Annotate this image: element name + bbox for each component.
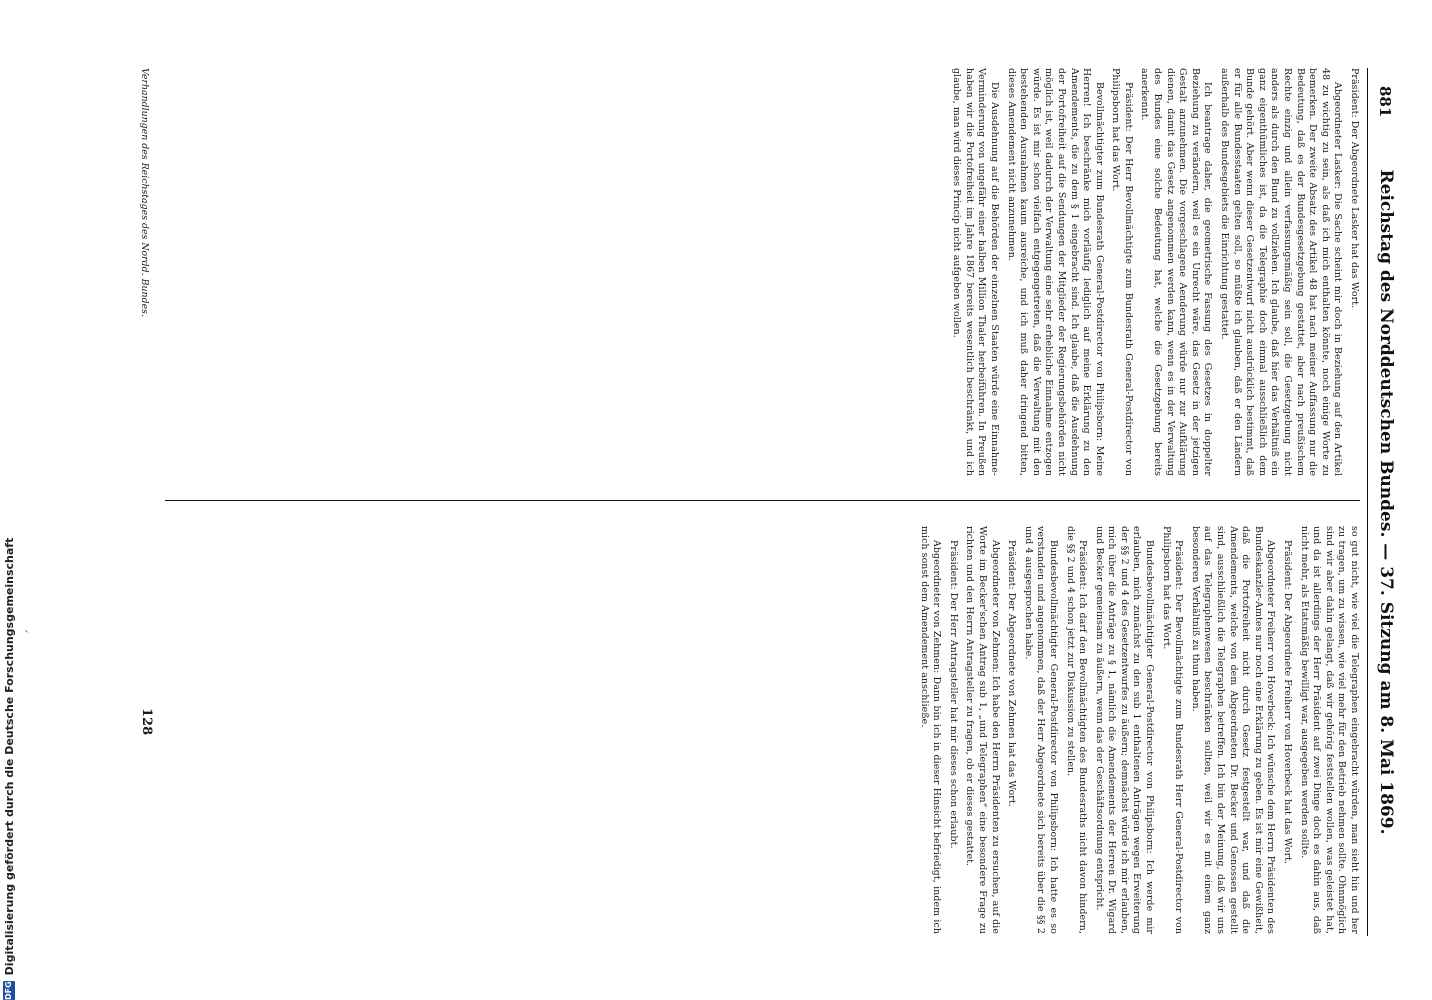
paragraph: Abgeordneter Lasker: Die Sache scheint mir doch in Beziehung auf den Artikel 48 zu wichtig zu sein, als daß ich mich enthalten könnte, noch einige Worte zu bemerken. Der zweite Absatz des Artikel 48 hat nach meiner Auffassung nur die Bedeutung, daß es der Bundesgesetzgebung gestattet, aber nach preußischem Rechte einzig und allein verfassungsmäßig sein soll, die Gesetzgebung nicht anders als durch den Bund zu vollziehen. Ich glaube, daß hier das Verhältniß ein ganz eigenthümliches ist, da die Telegraphie doch einmal ausschließlich dem Bunde gehört. Aber wenn dieser Gesetzentwurf nicht ausdrücklich bestimmt, daß er für alle Bundesstaaten gelten soll, so müßte ich glauben, daß er den Ländern außerhalb des Bundesgebiets die Einrichtung gestattet. (1219, 68, 1344, 476)
paragraph: Präsident: Der Abgeordnete von Zehmen hat das Wort. (1006, 540, 1018, 807)
column-divider (165, 500, 1360, 501)
paragraph: Bundesbevollmächtigter General-Postdirector von Philipsborn: Ich werde mir erlauben, mich zunächst zu den sub 1 enthaltenen Anträgen wegen Erweiterung der §§ 2 und 4 des Gesetzentwurfes zu äußern; demnächst würde ich mir erlauben, mich über die Anträge zu § 1, nämlich die Amendements der Herren Dr. Wigard und Becker gemeinsam zu äußern, wenn das der Geschäftsordnung entspricht. (1093, 526, 1156, 934)
running-title: Reichstag des Norddeutschen Bundes. — 37. Sitzung am 8. Mai 1869. (1376, 169, 1396, 835)
page-number-top: 881 (1376, 86, 1394, 118)
paragraph: Bundesbevollmächtigter General-Postdirector von Philipsborn: Ich hatte es so verstanden und angenommen, daß der Herr Abgeordnete sich bereits über die §§ 2 und 4 ausgesprochen habe. (1022, 526, 1059, 934)
paragraph: Präsident: Der Herr Bevollmächtigte zum Bundesrath General-Postdirector von Philipsborn hat das Wort. (1110, 68, 1134, 476)
paragraph: so gut nicht, wie viel die Telegraphen eingebracht würden, man sieht hin und her zu tragen, um zu wissen, wie viel mehr für den Betrieb nehmen sollte. Ohnmöglich sind wir aber dahin gelangt, daß wir gehörig feststellen wollen, was geleistet hat, und da ist allerdings der Herr Präsident auf zwei Dinge doch es dahin aus, daß nicht mehr, als Etatsmäßig bewilligt war, ausgegeben werden sollte. (1298, 526, 1360, 934)
paragraph: Abgeordneter Freiherr von Hoverbeck: Ich wünsche dem Herrn Präsidenten des Bundeskanzler-Amtes nur noch eine Erklärung zu geben. Es ist mir eine Gewißheit, daß die Portofreiheit nicht durch Gesetz festgestellt war, und daß die Amendements, welche von dem Abgeordneten Dr. Becker und Genossen gestellt sind, ausschließlich die Telegraphen betreffen. Ich bin der Meinung, daß wir uns auf das Telegraphenwesen beschränken sollten, weil wir es mit einem ganz besonderen Verhältniß zu thun haben. (1189, 526, 1277, 934)
right-column (913, 526, 1360, 934)
paragraph: Präsident: Ich darf den Bevollmächtigten des Bundesraths nicht davon hindern, die §§ 2 und 4 schon jetzt zur Diskussion zu stellen. (1064, 526, 1089, 934)
digitization-notice (0, 537, 18, 1000)
paragraph: Abgeordneter von Zehmen: Dann bin ich in dieser Hinsicht befriedigt, indem ich mich sonst dem Amendement anschließe. (918, 526, 943, 934)
paragraph: Abgeordneter von Zehmen: Ich habe den Herrn Präsidenten zu ersuchen, auf die Worte im Becker'schen Antrag sub 1, „und Telegraphen“ eine besondere Frage zu richten und den Herrn Antragsteller zu fragen, ob er dieses gestattet. (964, 526, 1001, 934)
paragraph: Präsident: Der Bevollmächtigte zum Bundesrath Herr General-Postdirector von Philipsborn hat das Wort. (1160, 526, 1185, 934)
paragraph: Präsident: Der Herr Antragsteller hat mir dieses schon erlaubt. (947, 540, 959, 849)
page-number-bottom: 128 (139, 708, 154, 736)
margin-mark: ` (24, 629, 30, 643)
scanned-page (72, 8, 1412, 998)
paragraph: Bevollmächtigter zum Bundesrath General-Postdirector von Philipsborn: Meine Herren! Ich beschränke mich vorläufig lediglich auf meine Erklärung zu den Amendements, die zu dem § 1 eingebracht sind. Ich glaube, daß die Ausdehnung der Portofreiheit auf die Sendungen der Mitglieder der Regierungsbehörden nicht möglich ist, weil dadurch der Verwaltung eine sehr erhebliche Einnahme entzogen würde. Es ist mir schon vielfach entgegengetreten, daß die Verwaltung mit den bestehenden Ausnahmen kaum ausreiche, und ich muß daher dringend bitten, dieses Amendement nicht anzunehmen. (1005, 68, 1105, 476)
left-column (946, 68, 1360, 476)
notice-text: Digitalisierung gefördert durch die Deutsche Forschungsgemeinschaft (2, 537, 16, 976)
header-rule (1367, 68, 1368, 936)
paragraph: Die Ausdehnung auf die Behörden der einzelnen Staaten würde eine Einnahme-Verminderung von ungefähr einer halben Million Thaler herbeiführen. In Preußen haben wir die Portofreiheit im Jahre 1867 bereits wesentlich beschränkt, und ich glaube, man wird dieses Princip nicht aufgeben wollen. (951, 68, 1000, 476)
footer-note: Verhandlungen des Reichstages des Nordd. Bundes. (139, 68, 150, 317)
paragraph: Ich beantrage daher, die geometrische Fassung des Gesetzes in doppelter Beziehung zu verändern, weil es ein Unrecht wäre, das Gesetz in der jetzigen Gestalt anzunehmen. Die vorgeschlagene Aenderung würde nur zur Aufklärung dienen, damit das Gesetz angenommen werden kann, wenn es in der Verwaltung des Bundes eine solche Bedeutung hat, welche die Gesetzgebung bereits anerkennt. (1139, 68, 1214, 476)
paragraph: Präsident: Der Abgeordnete Freiherr von Hoverbeck hat das Wort. (1282, 540, 1294, 865)
dfg-logo-icon: DFG (4, 981, 13, 1000)
page-header (1372, 86, 1398, 918)
paragraph: Präsident: Der Abgeordnete Lasker hat das Wort. (1349, 68, 1360, 309)
